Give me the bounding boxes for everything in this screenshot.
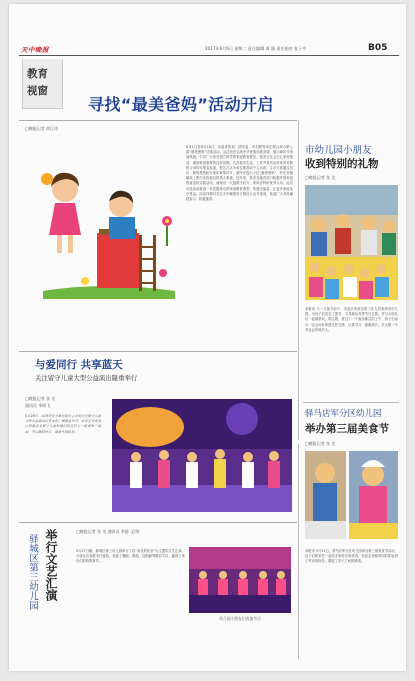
love-byline-2: 通讯员 李明飞: [25, 403, 51, 408]
festival-vertical-title: 驿城区第三幼儿园: [27, 534, 38, 610]
festival-byline: □晚报记者 张 龙 通讯员 李静 文/图: [76, 529, 140, 534]
page-number: B05: [368, 43, 388, 53]
festival-headline: 举行文艺汇演: [44, 529, 58, 601]
food-headline-2: 举办第三届美食节: [305, 423, 389, 435]
food-byline: □晚报记者 张 龙: [305, 441, 336, 446]
festival-dance-photo: [189, 547, 291, 613]
lead-body-text: 6月1日至6月18日，市委宣传部、团市委、市妇联等单位联合举办第七届“最美爸妈”评选活动。活动旨在弘扬中华民族传统美德，展示新时代家庭风貌，引导广大家长树立科学的家庭教育观念，营造全社会关心家庭建设、重视家庭教育的良好氛围。凡在我市生活、工作并具有良好家风家教的父母均可报名参加，报名方式为单位推荐或个人自荐。主办方将通过初评、网络投票和专家评审等环节，最终评选出十位“最美爸妈”，并在市级媒体上集中宣传他们的感人事迹。近年来，我市各级各部门积极开展家庭教育宣传实践活动，涌现出一大批教子有方、家风淳朴的优秀父母。此次评选活动将进一步挖掘身边的家庭教育典型，传递正能量，让更多家庭从中受益。活动详情可关注天中晚报官方微信公众号查询，欢迎广大市民踊跃参与、积极推荐。: [186, 145, 293, 202]
kindergarten-headline-2: 收到特别的礼物: [305, 158, 379, 170]
festival-body-text: 5月27日晚，驿城区第三幼儿园举行了以“成长的快乐”为主题的文艺汇演。小朋友们身着节日盛装，表演了舞蹈、歌曲、诗朗诵等精彩节目，赢得了家长们的阵阵掌声。: [76, 549, 185, 564]
festival-photo-caption: 幼儿园小朋友们表演节目: [219, 616, 261, 621]
love-headline: 与爱同行 共享蓝天: [35, 359, 123, 371]
kindergarten-photo: [305, 185, 398, 300]
issue-line: 2017年6月6日 星期二 责任编辑 周 涵 责任校对 张子亨: [205, 46, 307, 51]
food-headline-1: 驿马店军分区幼儿园: [305, 409, 382, 419]
food-festival-photo-1: [305, 451, 346, 539]
food-festival-photo-2: [349, 451, 398, 539]
food-body-text: 本报讯 5月31日，驿马店军分区幼儿园举办第三届美食节活动，孩子们和家长一起动手制作各种美食，在品尝美味的同时体验到了劳动的快乐，增进了亲子之间的感情。: [305, 549, 398, 564]
kindergarten-headline-1: 市幼儿园小朋友: [305, 145, 372, 156]
section-label-2: 视窗: [27, 85, 48, 97]
stage-performance-photo: [112, 399, 292, 512]
paper-logo: 天中晚报: [21, 46, 49, 54]
lead-headline: 寻找“最美爸妈”活动开启: [88, 95, 274, 114]
love-subhead: 关注留守儿童大型公益演出隆重举行: [35, 374, 138, 382]
section-label-1: 教育: [27, 68, 48, 80]
lead-byline: □晚报记者 胡江涛: [25, 126, 59, 131]
kindergarten-body-text: 本报讯 六一儿童节前夕，市直多家单位的工作人员来到市幼儿园，为孩子们送去了图书、文具和玩具等节日礼物，并与小朋友们一起做游戏、唱儿歌，度过了一个欢乐难忘的上午。孩子们表示一定会好好珍惜这些礼物，认真学习、健康成长，长大做一个对社会有用的人。: [305, 307, 398, 332]
family-illustration: [35, 141, 180, 301]
newspaper-page: [9, 4, 406, 671]
love-body-text: 5月28日，由我市有关单位联合主办的关注留守儿童大型公益演出在市文化广场隆重举行。来自全市各县区的数百名留守儿童和他们的监护人一起观看了演出，节目精彩纷呈，现场气氛热烈。: [25, 414, 101, 434]
love-byline-1: □晚报记者 张 龙: [25, 396, 56, 401]
kindergarten-byline: □晚报记者 张 龙: [305, 175, 336, 180]
